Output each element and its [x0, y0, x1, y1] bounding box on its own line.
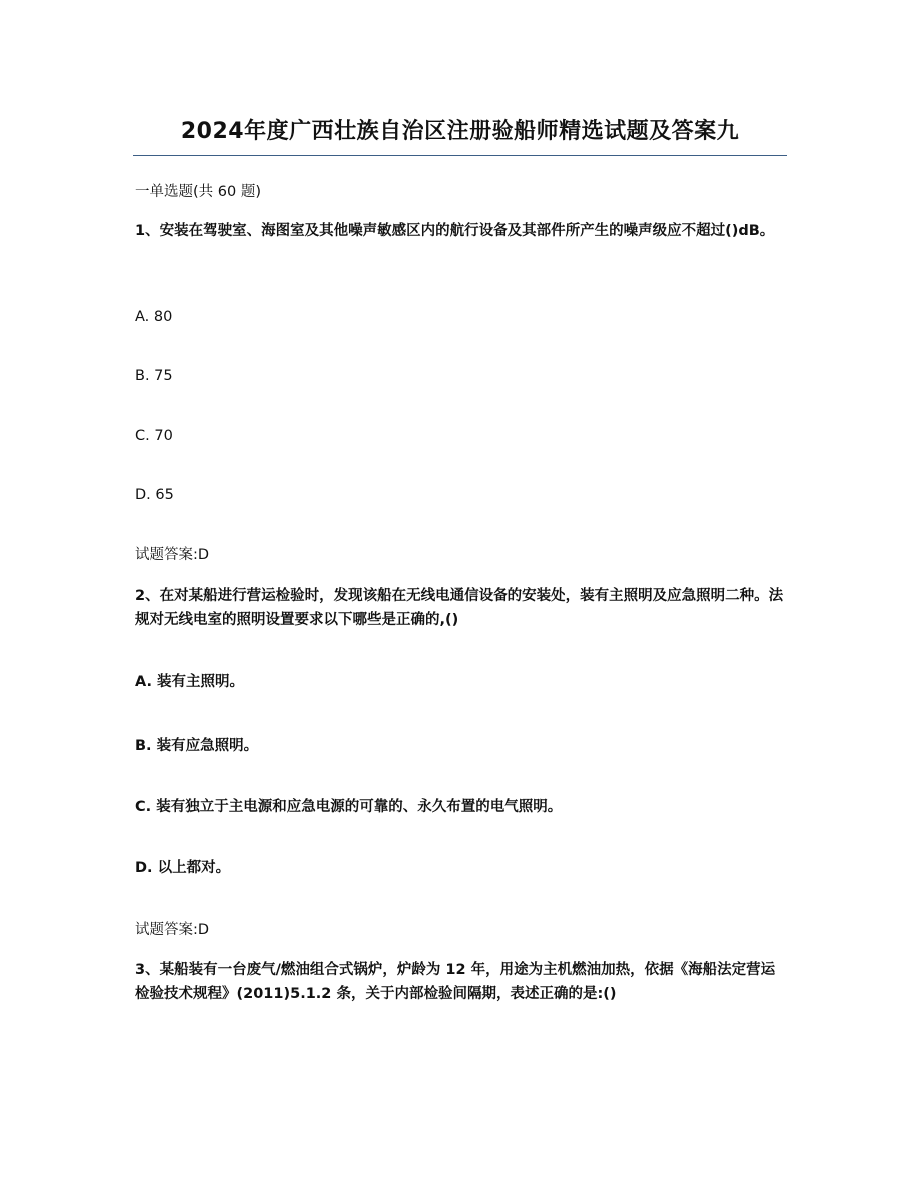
question-2-text: 2、在对某船进行营运检验时，发现该船在无线电通信设备的安装处，装有主照明及应急照明二种。法规对无线电室的照明设置要求以下哪些是正确的,()	[135, 588, 784, 628]
question-1-option-d: D. 65	[135, 487, 174, 503]
title-divider	[133, 155, 787, 156]
question-1-option-b: B. 75	[135, 368, 173, 384]
question-2-answer: 试题答案:D	[135, 922, 210, 938]
question-3-text: 3、某船装有一台废气/燃油组合式锅炉，炉龄为 12 年，用途为主机燃油加热，依据《海船法定营运检验技术规程》(2011)5.1.2 条，关于内部检验间隔期，表述正确的是:()	[135, 962, 776, 1002]
question-1-text: 1、安装在驾驶室、海图室及其他噪声敏感区内的航行设备及其部件所产生的噪声级应不超过()dB。	[135, 223, 775, 239]
section-header: 一单选题(共 60 题)	[135, 184, 261, 200]
question-2-option-c: C. 装有独立于主电源和应急电源的可靠的、永久布置的电气照明。	[135, 799, 563, 815]
question-2-option-b: B. 装有应急照明。	[135, 738, 259, 754]
question-1-answer: 试题答案:D	[135, 547, 210, 563]
page-title: 2024年度广西壮族自治区注册验船师精选试题及答案九	[180, 119, 740, 144]
question-2-option-a: A. 装有主照明。	[135, 674, 245, 690]
question-1-option-a: A. 80	[135, 309, 173, 325]
question-1-option-c: C. 70	[135, 428, 173, 444]
question-2-option-d: D. 以上都对。	[135, 860, 231, 876]
